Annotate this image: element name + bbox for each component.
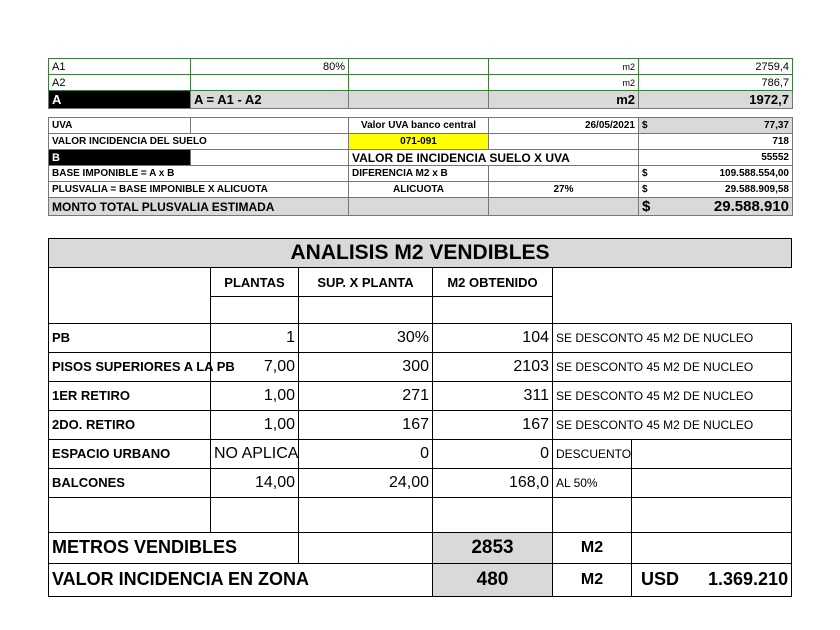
row-label[interactable]: PISOS SUPERIORES A LA PB — [49, 352, 211, 381]
base-value: 109.588.554,00 — [719, 167, 789, 179]
row-label[interactable]: PB — [49, 323, 211, 352]
a2-value[interactable]: 786,7 — [639, 75, 793, 91]
table-row — [49, 352, 792, 381]
plus-desc[interactable]: ALICUOTA — [349, 182, 489, 198]
b-empty[interactable] — [191, 150, 349, 166]
a1-unit[interactable]: m2 — [489, 59, 639, 75]
valor-usd-value: 1.369.210 — [708, 569, 789, 589]
spacer-d[interactable] — [433, 297, 553, 324]
row-label[interactable]: 2DO. RETIRO — [49, 410, 211, 439]
row-uva — [49, 118, 793, 134]
row-note[interactable]: SE DESCONTO 45 M2 DE NUCLEO — [553, 381, 792, 410]
uva-value: 77,37 — [763, 119, 789, 131]
header-m2[interactable]: M2 OBTENIDO — [433, 268, 553, 297]
analisis-title: ANALISIS M2 VENDIBLES — [49, 239, 792, 268]
row-note[interactable]: SE DESCONTO 45 M2 DE NUCLEO — [553, 352, 792, 381]
metros-row — [49, 532, 792, 563]
row-note[interactable]: DESCUENTO — [553, 439, 632, 468]
row-m2[interactable]: 167 — [433, 410, 553, 439]
uva-empty[interactable] — [191, 118, 349, 134]
row-a1 — [49, 59, 793, 75]
row-a2 — [49, 75, 793, 91]
header-plantas[interactable]: PLANTAS — [211, 268, 299, 297]
row-extra[interactable] — [632, 439, 792, 468]
row-note[interactable]: SE DESCONTO 45 M2 DE NUCLEO — [553, 323, 792, 352]
spacer-row — [49, 109, 793, 118]
metros-label[interactable]: METROS VENDIBLES — [49, 532, 299, 563]
a2-unit[interactable]: m2 — [489, 75, 639, 91]
valor-unit[interactable]: M2 — [553, 563, 632, 596]
row-a — [49, 91, 793, 109]
header-blank[interactable] — [49, 268, 211, 297]
row-monto — [49, 198, 793, 216]
a-label[interactable]: A — [49, 91, 191, 109]
row-m2[interactable]: 2103 — [433, 352, 553, 381]
row-sup[interactable]: 0 — [299, 439, 433, 468]
row-label[interactable]: BALCONES — [49, 468, 211, 497]
plus-pct[interactable]: 27% — [489, 182, 639, 198]
b-label[interactable]: B — [49, 150, 191, 166]
valor-row — [49, 563, 792, 596]
row-sup[interactable]: 271 — [299, 381, 433, 410]
a-value[interactable]: 1972,7 — [639, 91, 793, 109]
row-m2[interactable]: 0 — [433, 439, 553, 468]
plus-value-cell[interactable] — [639, 182, 793, 198]
row-vis — [49, 134, 793, 150]
metros-empty[interactable] — [299, 532, 433, 563]
row-sup[interactable]: 30% — [299, 323, 433, 352]
monto-value: 29.588.910 — [713, 197, 789, 215]
b-value[interactable]: 55552 — [639, 150, 793, 166]
row-sup[interactable]: 167 — [299, 410, 433, 439]
row-label[interactable]: 1ER RETIRO — [49, 381, 211, 410]
uva-date[interactable]: 26/05/2021 — [489, 118, 639, 134]
row-note[interactable]: SE DESCONTO 45 M2 DE NUCLEO — [553, 410, 792, 439]
row-plantas[interactable]: 7,00 — [211, 352, 299, 381]
plus-label[interactable]: PLUSVALIA = BASE IMPONIBLE X ALICUOTA — [49, 182, 349, 198]
monto-label[interactable]: MONTO TOTAL PLUSVALIA ESTIMADA — [49, 198, 349, 216]
analisis-title-row — [49, 239, 792, 268]
row-plantas[interactable]: 14,00 — [211, 468, 299, 497]
row-plantas[interactable]: NO APLICA — [211, 439, 299, 468]
blank-d[interactable] — [433, 497, 553, 532]
base-currency: $ — [642, 167, 648, 179]
valor-label[interactable]: VALOR INCIDENCIA EN ZONA — [49, 563, 433, 596]
table-row — [49, 468, 792, 497]
table-row — [49, 381, 792, 410]
blank-row — [49, 497, 792, 532]
uva-label[interactable]: UVA — [49, 118, 191, 134]
monto-currency: $ — [642, 197, 651, 215]
base-desc[interactable]: DIFERENCIA M2 x B — [349, 166, 489, 182]
monto-empty2[interactable] — [489, 198, 639, 216]
base-empty[interactable] — [489, 166, 639, 182]
spacer-a[interactable] — [49, 297, 211, 324]
header-blank2 — [553, 268, 792, 297]
row-plus — [49, 182, 793, 198]
blank-b[interactable] — [211, 497, 299, 532]
a2-empty1[interactable] — [191, 75, 349, 91]
analisis-spacer-row — [49, 297, 792, 324]
row-plantas[interactable]: 1,00 — [211, 381, 299, 410]
valor-usd-label: USD — [641, 569, 680, 589]
vis-empty[interactable] — [489, 134, 639, 150]
b-desc[interactable]: VALOR DE INCIDENCIA SUELO X UVA — [349, 150, 639, 166]
table-row — [49, 439, 792, 468]
blank-f[interactable] — [632, 497, 792, 532]
a2-empty2[interactable] — [349, 75, 489, 91]
plusvalia-table — [48, 58, 793, 216]
monto-value-cell[interactable] — [639, 198, 793, 216]
valor-value[interactable]: 480 — [433, 563, 553, 596]
a-empty[interactable] — [349, 91, 489, 109]
plus-value: 29.588.909,58 — [725, 183, 789, 195]
base-label[interactable]: BASE IMPONIBLE = A x B — [49, 166, 349, 182]
spacer-c[interactable] — [299, 297, 433, 324]
uva-desc[interactable]: Valor UVA banco central — [349, 118, 489, 134]
uva-currency: $ — [642, 119, 648, 131]
a1-label[interactable]: A1 — [49, 59, 191, 75]
uva-value-cell[interactable] — [639, 118, 793, 134]
row-base — [49, 166, 793, 182]
blank-a[interactable] — [49, 497, 211, 532]
a1-empty[interactable] — [349, 59, 489, 75]
metros-unit[interactable]: M2 — [553, 532, 632, 563]
row-plantas[interactable]: 1 — [211, 323, 299, 352]
row-label[interactable]: ESPACIO URBANO — [49, 439, 211, 468]
spacer-cell — [49, 109, 793, 118]
a-formula[interactable]: A = A1 - A2 — [191, 91, 349, 109]
metros-value[interactable]: 2853 — [433, 532, 553, 563]
row-sup[interactable]: 300 — [299, 352, 433, 381]
row-b — [49, 150, 793, 166]
a1-value[interactable]: 2759,4 — [639, 59, 793, 75]
row-extra[interactable] — [632, 468, 792, 497]
row-note[interactable]: AL 50% — [553, 468, 632, 497]
row-m2[interactable]: 168,0 — [433, 468, 553, 497]
blank-e[interactable] — [553, 497, 632, 532]
a1-pct[interactable]: 80% — [191, 59, 349, 75]
a-unit[interactable]: m2 — [489, 91, 639, 109]
vis-code[interactable]: 071-091 — [349, 134, 489, 150]
table-row — [49, 323, 792, 352]
analisis-header-row — [49, 268, 792, 297]
metros-extra[interactable] — [632, 532, 792, 563]
row-sup[interactable]: 24,00 — [299, 468, 433, 497]
a2-label[interactable]: A2 — [49, 75, 191, 91]
spacer-b[interactable] — [211, 297, 299, 324]
row-plantas[interactable]: 1,00 — [211, 410, 299, 439]
valor-usd-cell[interactable] — [632, 563, 792, 596]
base-value-cell[interactable] — [639, 166, 793, 182]
row-m2[interactable]: 104 — [433, 323, 553, 352]
header-sup[interactable]: SUP. X PLANTA — [299, 268, 433, 297]
monto-empty1[interactable] — [349, 198, 489, 216]
spacer-e — [553, 297, 792, 324]
table-row — [49, 410, 792, 439]
vis-label[interactable]: VALOR INCIDENCIA DEL SUELO — [49, 134, 349, 150]
blank-c[interactable] — [299, 497, 433, 532]
plus-currency: $ — [642, 183, 648, 195]
vis-value[interactable]: 718 — [639, 134, 793, 150]
row-m2[interactable]: 311 — [433, 381, 553, 410]
analisis-table — [48, 238, 792, 597]
